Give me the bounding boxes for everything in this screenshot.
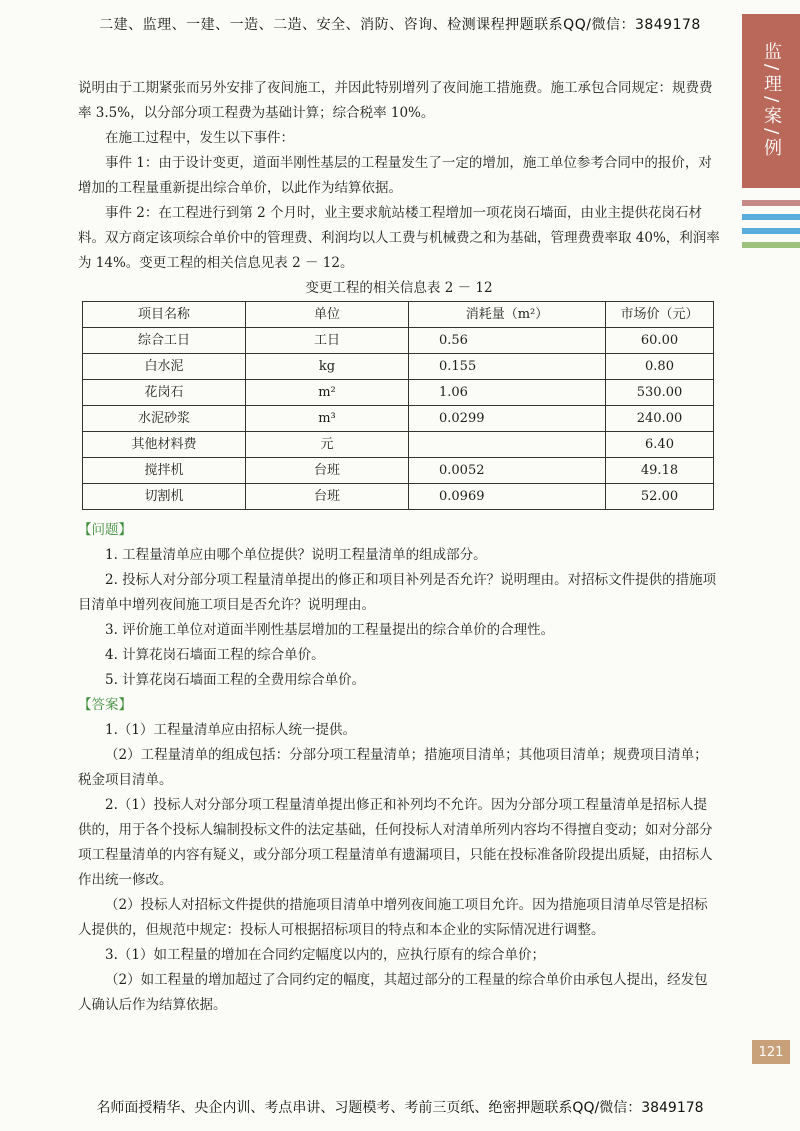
table-cell: 0.0969: [409, 484, 606, 510]
section-tab-label: 监/理/案/例: [761, 41, 782, 161]
section-tab: [742, 14, 800, 188]
paragraph: 说明由于工期紧张而另外安排了夜间施工，并因此特别增列了夜间施工措施费。施工承包合同规定：规费费率 3.5%，以分部分项工程费为基础计算；综合税率 10%。: [78, 80, 713, 121]
answer-item: 1.（1）工程量清单应由招标人统一提供。: [105, 722, 356, 738]
table-cell: 工日: [246, 328, 409, 354]
table-row: [83, 432, 714, 458]
table-title: 变更工程的相关信息表 2 － 12: [305, 280, 493, 296]
question-item: 4. 计算花岗石墙面工程的综合单价。: [105, 647, 325, 663]
table-row: [83, 458, 714, 484]
question-item: 3. 评价施工单位对道面半刚性基层增加的工程量提出的综合单价的合理性。: [105, 622, 555, 638]
table-row: [83, 380, 714, 406]
color-stripe: [742, 200, 800, 206]
paragraph: 事件 2：在工程进行到第 2 个月时，业主要求航站楼工程增加一项花岗石墙面，由业主提供花岗石材料。双方商定该项综合单价中的管理费、利润均以人工费与机械费之和为基础，管理费费率取 40%，利润率为 14%。变更工程的相关信息见表 2 － 12。: [78, 205, 720, 271]
table-cell: 530.00: [606, 380, 714, 406]
table-cell: 49.18: [606, 458, 714, 484]
paragraph: 在施工过程中，发生以下事件：: [105, 130, 294, 146]
table-row: [83, 328, 714, 354]
table-cell: kg: [246, 354, 409, 380]
questions-heading: 【问题】: [78, 522, 132, 538]
table-cell: 水泥砂浆: [83, 406, 246, 432]
table-cell: 0.155: [409, 354, 606, 380]
table-cell: m²: [246, 380, 409, 406]
table-cell: 0.0052: [409, 458, 606, 484]
table-cell: 6.40: [606, 432, 714, 458]
table-cell: 搅拌机: [83, 458, 246, 484]
answers-heading: 【答案】: [78, 697, 132, 713]
color-stripe: [742, 242, 800, 248]
table-cell: 综合工日: [83, 328, 246, 354]
table-cell: 台班: [246, 484, 409, 510]
paragraph: 事件 1：由于设计变更，道面半刚性基层的工程量发生了一定的增加，施工单位参考合同中的报价，对增加的工程量重新提出综合单价，以此作为结算依据。: [78, 155, 712, 196]
table-cell: 其他材料费: [83, 432, 246, 458]
table-cell: 1.06: [409, 380, 606, 406]
table-cell: 0.0299: [409, 406, 606, 432]
table-cell: 花岗石: [83, 380, 246, 406]
table-cell: 台班: [246, 458, 409, 484]
info-table: [82, 301, 714, 510]
question-item: 5. 计算花岗石墙面工程的全费用综合单价。: [105, 672, 366, 688]
page-number: 121: [752, 1040, 790, 1064]
table-row: [83, 354, 714, 380]
column-header: 项目名称: [83, 302, 246, 328]
column-header: 市场价（元）: [606, 302, 714, 328]
table-row: [83, 484, 714, 510]
answer-item: 2.（1）投标人对分部分项工程量清单提出修正和补列均不允许。因为分部分项工程量清单是招标人提供的，用于各个投标人编制投标文件的法定基础，任何投标人对清单所列内容均不得擅自变动；如对分部分项工程量清单的内容有疑义，或分部分项工程量清单有遗漏项目，只能在投标准备阶段提出质疑，由招标人作出统一修改。: [78, 797, 713, 888]
table-cell: 白水泥: [83, 354, 246, 380]
table-cell: 60.00: [606, 328, 714, 354]
table-cell: [409, 432, 606, 458]
table-cell: 元: [246, 432, 409, 458]
table-cell: 0.56: [409, 328, 606, 354]
page-body: [78, 76, 720, 1018]
answer-item: （2）投标人对招标文件提供的措施项目清单中增列夜间施工项目允许。因为措施项目清单尽管是招标人提供的，但规范中规定：投标人可根据招标项目的特点和本企业的实际情况进行调整。: [78, 897, 708, 938]
page-footer: 名师面授精华、央企内训、考点串讲、习题模考、考前三页纸、绝密押题联系QQ/微信：3849178: [96, 1100, 704, 1116]
table-cell: 切割机: [83, 484, 246, 510]
answer-item: （2）如工程量的增加超过了合同约定的幅度，其超过部分的工程量的综合单价由承包人提出，经发包人确认后作为结算依据。: [78, 972, 708, 1013]
table-cell: 52.00: [606, 484, 714, 510]
color-stripe: [742, 228, 800, 234]
answer-item: （2）工程量清单的组成包括：分部分项工程量清单；措施项目清单；其他项目清单；规费项目清单；税金项目清单。: [78, 747, 708, 788]
column-header: 单位: [246, 302, 409, 328]
color-stripe: [742, 214, 800, 220]
table-row: [83, 406, 714, 432]
question-item: 2. 投标人对分部分项工程量清单提出的修正和项目补列是否允许？说明理由。对招标文件提供的措施项目清单中增列夜间施工项目是否允许？说明理由。: [78, 572, 717, 613]
table-cell: 0.80: [606, 354, 714, 380]
page-header: 二建、监理、一建、一造、二造、安全、消防、咨询、检测课程押题联系QQ/微信：3849178: [99, 17, 701, 33]
answer-item: 3.（1）如工程量的增加在合同约定幅度以内的，应执行原有的综合单价；: [105, 947, 545, 963]
question-item: 1. 工程量清单应由哪个单位提供？说明工程量清单的组成部分。: [105, 547, 487, 563]
table-header-row: [83, 302, 714, 328]
table-cell: 240.00: [606, 406, 714, 432]
table-cell: m³: [246, 406, 409, 432]
column-header: 消耗量（m²）: [409, 302, 606, 328]
